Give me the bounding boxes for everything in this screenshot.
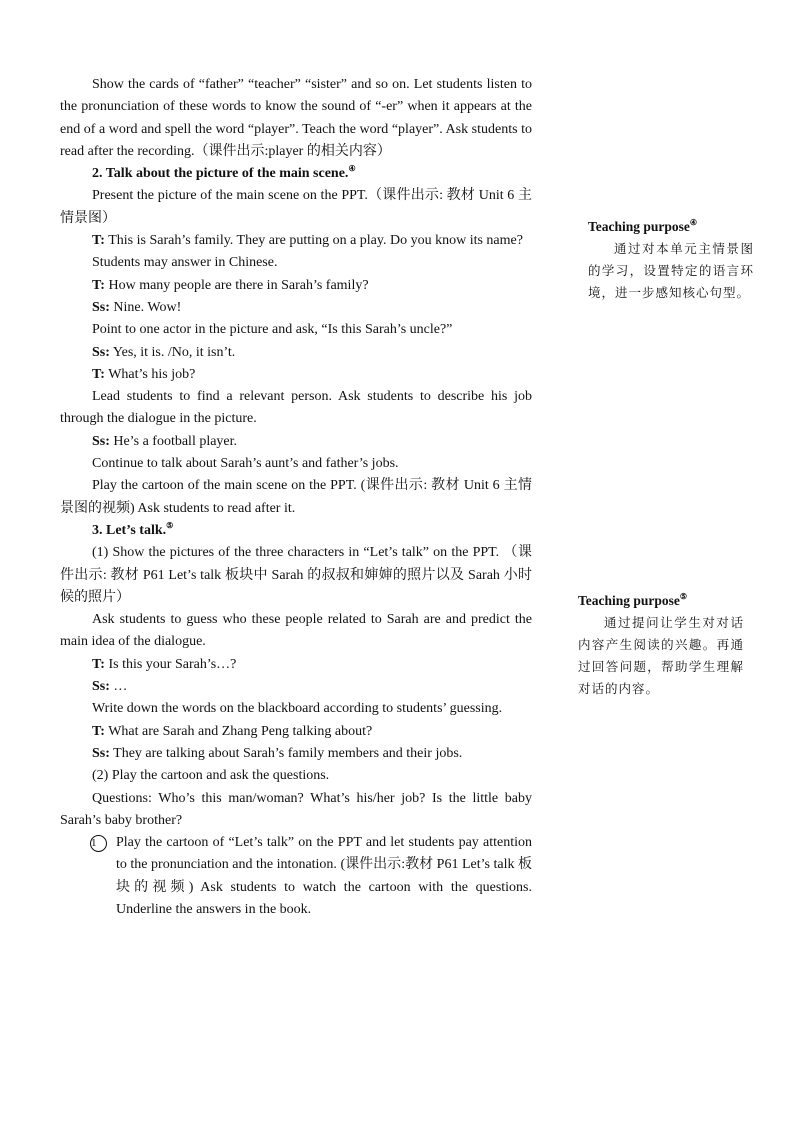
lesson-body xyxy=(60,74,532,921)
dialogue-text: Is this your Sarah’s…? xyxy=(108,656,237,672)
dialogue-line xyxy=(60,721,532,743)
footnote-mark: ⑤ xyxy=(166,520,174,530)
paragraph: (1) Show the pictures of the three characters in “Let’s talk” on the PPT. （课件出示: 教材 P61 Let’s talk 板块中 Sarah 的叔叔和婶婶的照片以及 Sarah 小时候的照片） xyxy=(60,545,532,605)
paragraph: Questions: Who’s this man/woman? What’s his/her job? Is the little baby Sarah’s baby brother? xyxy=(60,790,532,828)
dialogue-line xyxy=(60,230,532,252)
footnote-mark: ④ xyxy=(689,218,698,227)
speaker-label: T: xyxy=(92,233,105,249)
dialogue-text: He’s a football player. xyxy=(113,433,238,449)
dialogue-text: What’s his job? xyxy=(108,366,196,382)
note-title-text: Teaching purpose xyxy=(588,219,690,234)
note-title-text: Teaching purpose xyxy=(578,593,680,608)
dialogue-line xyxy=(60,654,532,676)
dialogue-text: … xyxy=(113,679,128,695)
dialogue-line xyxy=(60,364,532,386)
dialogue-text: How many people are there in Sarah’s family? xyxy=(108,277,369,293)
paragraph: Continue to talk about Sarah’s aunt’s and father’s jobs. xyxy=(92,456,399,472)
teaching-purpose-note-4 xyxy=(588,216,754,304)
item-text: Play the cartoon of “Let’s talk” on the PPT and let students pay attention to the pronunciation and the intonation. (课件出示:教材 P61 Let’s talk 板块的视频) Ask students to watch the cartoon with the questions. Underline the answers in the book. xyxy=(116,835,532,917)
heading-text: 2. Talk about the picture of the main scene. xyxy=(92,166,349,182)
dialogue-text: They are talking about Sarah’s family members and their jobs. xyxy=(113,745,463,761)
speaker-label: T: xyxy=(92,723,105,739)
speaker-label: T: xyxy=(92,366,105,382)
numbered-item xyxy=(60,832,532,921)
note-body: 通过提问让学生对对话内容产生阅读的兴趣。再通过回答问题，帮助学生理解对话的内容。 xyxy=(578,616,744,696)
speaker-label: Ss: xyxy=(92,433,110,449)
dialogue-line xyxy=(60,431,532,453)
section-heading-2 xyxy=(60,163,532,185)
speaker-label: Ss: xyxy=(92,344,110,360)
speaker-label: T: xyxy=(92,656,105,672)
note-title xyxy=(578,590,744,612)
paragraph: Write down the words on the blackboard according to students’ guessing. xyxy=(92,701,503,717)
circled-number: 1 xyxy=(90,835,107,852)
paragraph: Point to one actor in the picture and ask, “Is this Sarah’s uncle?” xyxy=(92,322,453,338)
dialogue-text: Nine. Wow! xyxy=(113,299,182,315)
dialogue-line xyxy=(60,275,532,297)
section-heading-3 xyxy=(60,520,532,542)
speaker-label: T: xyxy=(92,277,105,293)
paragraph: Ask students to guess who these people related to Sarah are and predict the main idea of the dialogue. xyxy=(60,612,532,650)
dialogue-line xyxy=(60,297,532,319)
speaker-label: Ss: xyxy=(92,745,110,761)
note-title xyxy=(588,216,754,238)
paragraph: Present the picture of the main scene on the PPT.（课件出示: 教材 Unit 6 主情景图） xyxy=(60,188,532,226)
heading-text: 3. Let’s talk. xyxy=(92,522,167,538)
paragraph: Play the cartoon of the main scene on the PPT. (课件出示: 教材 Unit 6 主情景图的视频) Ask students to read after it. xyxy=(60,478,532,516)
paragraph: (2) Play the cartoon and ask the questions. xyxy=(92,768,330,784)
paragraph: Show the cards of “father” “teacher” “sister” and so on. Let students listen to the pronunciation of these words to know the sound of “-er” when it appears at the end of a word and spell the word “player”. Teach the word “player”. Ask students to read after the recording.（课件出示:player 的相关内容） xyxy=(60,77,532,159)
note-body: 通过对本单元主情景图的学习，设置特定的语言环境，进一步感知核心句型。 xyxy=(588,242,754,300)
footnote-mark: ④ xyxy=(348,164,356,174)
dialogue-text: What are Sarah and Zhang Peng talking about? xyxy=(108,723,373,739)
dialogue-line xyxy=(60,676,532,698)
dialogue-line xyxy=(60,743,532,765)
footnote-mark: ⑤ xyxy=(679,592,688,601)
teaching-purpose-note-5 xyxy=(578,590,744,700)
dialogue-text: Yes, it is. /No, it isn’t. xyxy=(112,344,236,360)
dialogue-line xyxy=(60,342,532,364)
paragraph: Lead students to find a relevant person. Ask students to describe his job through the dialogue in the picture. xyxy=(60,389,532,427)
speaker-label: Ss: xyxy=(92,679,110,695)
paragraph: Students may answer in Chinese. xyxy=(92,255,278,271)
dialogue-text: This is Sarah’s family. They are putting on a play. Do you know its name? xyxy=(108,233,523,249)
speaker-label: Ss: xyxy=(92,299,110,315)
